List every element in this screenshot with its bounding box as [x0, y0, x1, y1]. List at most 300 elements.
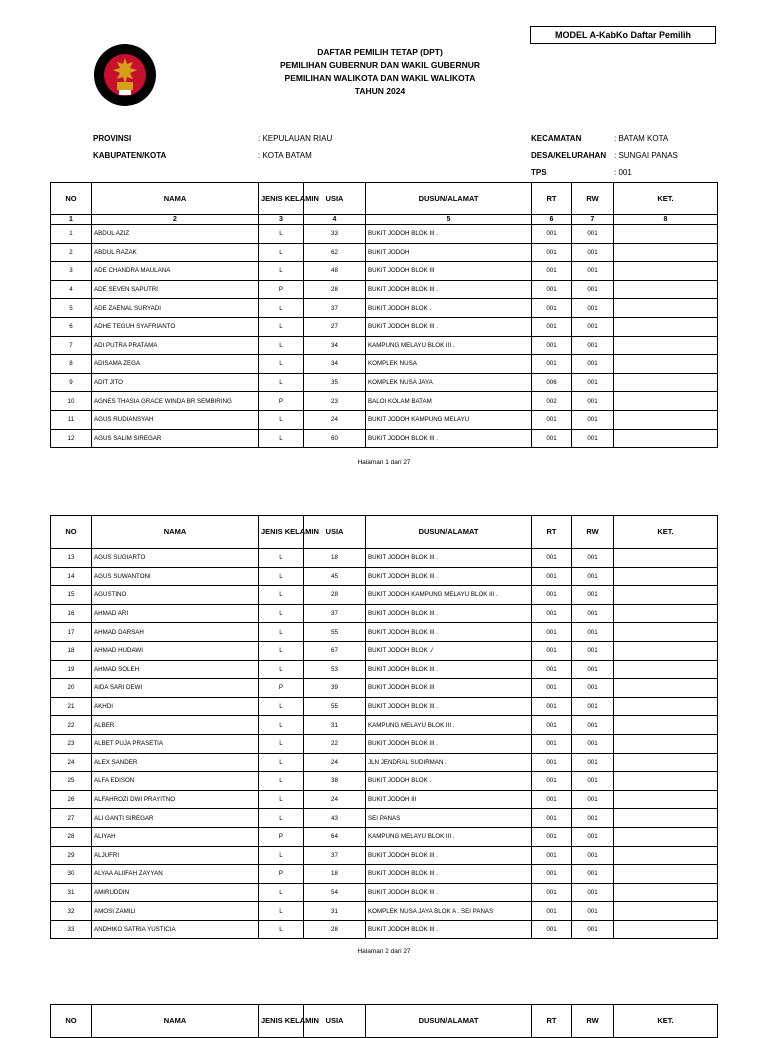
table-row	[51, 902, 718, 921]
cell-nama: AGUSTINO	[92, 586, 259, 605]
cell-rw: 001	[572, 790, 614, 809]
cell-nama: ALJUFRI	[92, 846, 259, 865]
cell-ket	[614, 225, 718, 244]
cell-rw: 001	[572, 262, 614, 281]
cell-nama: AGUS SALIM SIREGAR	[92, 429, 259, 448]
cell-rw: 001	[572, 225, 614, 244]
cell-jenis-kelamin: L	[259, 317, 304, 336]
cell-rt: 001	[532, 753, 572, 772]
cell-jenis-kelamin: L	[259, 753, 304, 772]
cell-no: 23	[51, 734, 92, 753]
cell-ket	[614, 734, 718, 753]
cell-no: 9	[51, 373, 92, 392]
cell-usia: 31	[304, 902, 366, 921]
cell-rt: 001	[532, 790, 572, 809]
cell-alamat: BUKIT JODOH III	[366, 790, 532, 809]
header-rt: RT	[532, 183, 572, 215]
table-row	[51, 225, 718, 244]
cell-alamat: BUKIT JODOH BLOK III .	[366, 623, 532, 642]
cell-jenis-kelamin: L	[259, 660, 304, 679]
cell-jenis-kelamin: L	[259, 355, 304, 374]
cell-ket	[614, 373, 718, 392]
column-number: 1	[51, 215, 92, 225]
cell-rt: 001	[532, 410, 572, 429]
cell-ket	[614, 697, 718, 716]
cell-nama: AKHDI	[92, 697, 259, 716]
cell-nama: ADE SEVEN SAPUTRI	[92, 280, 259, 299]
cell-no: 7	[51, 336, 92, 355]
cell-nama: ABDUL RAZAK	[92, 243, 259, 262]
cell-usia: 31	[304, 716, 366, 735]
cell-nama: ANDHIKO SATRIA YUSTICIA	[92, 920, 259, 939]
header-jenis-kelamin: JENIS KELAMIN	[259, 516, 304, 549]
cell-usia: 34	[304, 355, 366, 374]
column-number: 7	[572, 215, 614, 225]
desa-label: DESA/KELURAHAN	[531, 151, 607, 160]
cell-ket	[614, 883, 718, 902]
cell-no: 13	[51, 549, 92, 568]
cell-rt: 001	[532, 243, 572, 262]
cell-usia: 37	[304, 604, 366, 623]
cell-rw: 001	[572, 827, 614, 846]
kpu-logo-icon	[93, 42, 157, 108]
cell-alamat: BUKIT JODOH BLOK III .	[366, 549, 532, 568]
cell-rw: 001	[572, 846, 614, 865]
cell-nama: ABDUL AZIZ	[92, 225, 259, 244]
cell-jenis-kelamin: L	[259, 373, 304, 392]
cell-no: 29	[51, 846, 92, 865]
cell-ket	[614, 641, 718, 660]
cell-jenis-kelamin: P	[259, 679, 304, 698]
cell-no: 27	[51, 809, 92, 828]
cell-usia: 23	[304, 392, 366, 411]
table-row	[51, 697, 718, 716]
table-row	[51, 280, 718, 299]
cell-jenis-kelamin: L	[259, 902, 304, 921]
table-row	[51, 641, 718, 660]
cell-rt: 001	[532, 660, 572, 679]
cell-ket	[614, 679, 718, 698]
cell-alamat: SEI PANAS	[366, 809, 532, 828]
cell-no: 4	[51, 280, 92, 299]
cell-alamat: BUKIT JODOH BLOK III .	[366, 225, 532, 244]
cell-rt: 006	[532, 373, 572, 392]
page-footer: Halaman 1 dari 27	[357, 459, 411, 466]
cell-usia: 43	[304, 809, 366, 828]
cell-nama: AHMAD DARSAH	[92, 623, 259, 642]
cell-alamat: BUKIT JODOH	[366, 243, 532, 262]
cell-ket	[614, 336, 718, 355]
cell-usia: 34	[304, 336, 366, 355]
header-usia: USIA	[304, 516, 366, 549]
cell-alamat: BUKIT JODOH KAMPUNG MELAYU BLOK III .	[366, 586, 532, 605]
tps-label: TPS	[531, 168, 547, 177]
title-line: DAFTAR PEMILIH TETAP (DPT)	[317, 47, 443, 57]
cell-jenis-kelamin: L	[259, 336, 304, 355]
header-ket: KET.	[614, 1005, 718, 1038]
cell-jenis-kelamin: L	[259, 790, 304, 809]
cell-rw: 001	[572, 355, 614, 374]
cell-no: 1	[51, 225, 92, 244]
cell-rt: 001	[532, 429, 572, 448]
cell-no: 33	[51, 920, 92, 939]
cell-alamat: KAMPUNG MELAYU BLOK III .	[366, 716, 532, 735]
cell-jenis-kelamin: L	[259, 809, 304, 828]
cell-usia: 24	[304, 790, 366, 809]
header-ket: KET.	[614, 516, 718, 549]
cell-rt: 001	[532, 586, 572, 605]
header-alamat: DUSUN/ALAMAT	[366, 1005, 532, 1038]
header-nama: NAMA	[92, 516, 259, 549]
cell-jenis-kelamin: L	[259, 567, 304, 586]
cell-alamat: BUKIT JODOH BLOK III .	[366, 920, 532, 939]
table-row	[51, 586, 718, 605]
header-no: NO	[51, 1005, 92, 1038]
table-row	[51, 299, 718, 318]
table-row	[51, 753, 718, 772]
cell-no: 5	[51, 299, 92, 318]
cell-usia: 48	[304, 262, 366, 281]
cell-rw: 001	[572, 623, 614, 642]
header-rw: RW	[572, 183, 614, 215]
cell-alamat: BUKIT JODOH BLOK .	[366, 299, 532, 318]
cell-jenis-kelamin: L	[259, 883, 304, 902]
table-row	[51, 660, 718, 679]
cell-rt: 001	[532, 883, 572, 902]
cell-ket	[614, 392, 718, 411]
cell-jenis-kelamin: P	[259, 280, 304, 299]
table-row	[51, 790, 718, 809]
table-row	[51, 429, 718, 448]
cell-rt: 001	[532, 225, 572, 244]
cell-rw: 001	[572, 920, 614, 939]
cell-rt: 001	[532, 846, 572, 865]
cell-rt: 001	[532, 549, 572, 568]
title-line: PEMILIHAN GUBERNUR DAN WAKIL GUBERNUR	[279, 60, 481, 70]
cell-usia: 38	[304, 772, 366, 791]
cell-jenis-kelamin: P	[259, 827, 304, 846]
cell-usia: 28	[304, 280, 366, 299]
cell-rt: 001	[532, 355, 572, 374]
header-rw: RW	[572, 1005, 614, 1038]
cell-alamat: BUKIT JODOH BLOK III .	[366, 697, 532, 716]
table-row	[51, 567, 718, 586]
cell-usia: 62	[304, 243, 366, 262]
cell-rw: 001	[572, 429, 614, 448]
cell-alamat: BALOI KOLAM BATAM	[366, 392, 532, 411]
header-usia: USIA	[304, 183, 366, 215]
cell-usia: 28	[304, 586, 366, 605]
table-row	[51, 549, 718, 568]
table-row	[51, 846, 718, 865]
cell-rw: 001	[572, 865, 614, 884]
cell-rt: 001	[532, 920, 572, 939]
cell-jenis-kelamin: P	[259, 392, 304, 411]
cell-alamat: BUKIT JODOH BLOK III .	[366, 567, 532, 586]
cell-nama: ALFAHROZI DWI PRAYITNO	[92, 790, 259, 809]
cell-nama: ALI GANTI SIREGAR	[92, 809, 259, 828]
cell-usia: 45	[304, 567, 366, 586]
column-number: 4	[304, 215, 366, 225]
desa-value: : SUNGAI PANAS	[614, 151, 678, 160]
cell-ket	[614, 317, 718, 336]
header-rw: RW	[572, 516, 614, 549]
cell-ket	[614, 716, 718, 735]
cell-usia: 28	[304, 920, 366, 939]
cell-alamat: BUKIT JODOH BLOK III .	[366, 429, 532, 448]
header-jenis-kelamin: JENIS KELAMIN	[259, 1005, 304, 1038]
cell-usia: 27	[304, 317, 366, 336]
table-row	[51, 865, 718, 884]
cell-ket	[614, 753, 718, 772]
cell-no: 20	[51, 679, 92, 698]
column-number: 3	[259, 215, 304, 225]
cell-alamat: BUKIT JODOH BLOK III .	[366, 604, 532, 623]
table-row	[51, 410, 718, 429]
cell-nama: AHMAD SOLEH	[92, 660, 259, 679]
cell-ket	[614, 567, 718, 586]
cell-alamat: KAMPUNG MELAYU BLOK III .	[366, 827, 532, 846]
cell-usia: 18	[304, 865, 366, 884]
table-row	[51, 317, 718, 336]
cell-ket	[614, 355, 718, 374]
title-line: PEMILIHAN WALIKOTA DAN WAKIL WALIKOTA	[284, 73, 476, 83]
cell-alamat: KOMPLEK NUSA JAYA BLOK A . SEI PANAS	[366, 902, 532, 921]
cell-rw: 001	[572, 604, 614, 623]
title-line: TAHUN 2024	[354, 86, 406, 96]
cell-rt: 001	[532, 902, 572, 921]
cell-rw: 001	[572, 336, 614, 355]
cell-nama: AIDA SARI DEWI	[92, 679, 259, 698]
cell-alamat: JLN JENDRAL SUDIRMAN .	[366, 753, 532, 772]
header-rt: RT	[532, 516, 572, 549]
cell-rw: 001	[572, 567, 614, 586]
cell-jenis-kelamin: L	[259, 772, 304, 791]
table-row	[51, 679, 718, 698]
cell-ket	[614, 827, 718, 846]
kabkota-label: KABUPATEN/KOTA	[93, 151, 167, 160]
cell-ket	[614, 790, 718, 809]
cell-jenis-kelamin: L	[259, 604, 304, 623]
cell-rt: 001	[532, 567, 572, 586]
table-row	[51, 883, 718, 902]
cell-ket	[614, 549, 718, 568]
cell-alamat: BUKIT JODOH BLOK III	[366, 262, 532, 281]
table-row	[51, 262, 718, 281]
cell-usia: 60	[304, 429, 366, 448]
voter-table-page-3	[50, 1004, 718, 1038]
cell-alamat: BUKIT JODOH BLOK III .	[366, 846, 532, 865]
cell-rw: 001	[572, 392, 614, 411]
cell-alamat: BUKIT JODOH BLOK III .	[366, 734, 532, 753]
cell-nama: AHMAD ARI	[92, 604, 259, 623]
header-usia: USIA	[304, 1005, 366, 1038]
cell-no: 26	[51, 790, 92, 809]
cell-nama: ALYAA ALIIFAH ZAYYAN	[92, 865, 259, 884]
cell-alamat: BUKIT JODOH BLOK III	[366, 679, 532, 698]
cell-alamat: KOMPLEK NUSA JAYA	[366, 373, 532, 392]
table-row	[51, 809, 718, 828]
table-row	[51, 243, 718, 262]
cell-no: 32	[51, 902, 92, 921]
table-row	[51, 734, 718, 753]
cell-nama: ALIYAH	[92, 827, 259, 846]
cell-rt: 001	[532, 865, 572, 884]
cell-rt: 001	[532, 809, 572, 828]
cell-nama: AGNES THASIA GRACE WINDA BR SEMBIRING	[92, 392, 259, 411]
cell-alamat: BUKIT JODOH BLOK III .	[366, 865, 532, 884]
cell-usia: 18	[304, 549, 366, 568]
cell-usia: 53	[304, 660, 366, 679]
cell-no: 19	[51, 660, 92, 679]
cell-usia: 22	[304, 734, 366, 753]
cell-jenis-kelamin: L	[259, 920, 304, 939]
cell-rt: 001	[532, 623, 572, 642]
kecamatan-label: KECAMATAN	[531, 134, 582, 143]
table-row	[51, 772, 718, 791]
header-nama: NAMA	[92, 183, 259, 215]
cell-rw: 001	[572, 697, 614, 716]
cell-rw: 001	[572, 549, 614, 568]
cell-usia: 67	[304, 641, 366, 660]
cell-ket	[614, 920, 718, 939]
cell-rw: 001	[572, 809, 614, 828]
cell-jenis-kelamin: L	[259, 641, 304, 660]
cell-rw: 001	[572, 373, 614, 392]
kecamatan-value: : BATAM KOTA	[614, 134, 669, 143]
header-jenis-kelamin: JENIS KELAMIN	[259, 183, 304, 215]
page-footer: Halaman 2 dari 27	[357, 948, 411, 955]
cell-usia: 24	[304, 753, 366, 772]
cell-jenis-kelamin: L	[259, 225, 304, 244]
cell-ket	[614, 299, 718, 318]
cell-alamat: KOMPLEK NUSA	[366, 355, 532, 374]
cell-alamat: BUKIT JODOH BLOK III .	[366, 317, 532, 336]
header-ket: KET.	[614, 183, 718, 215]
header-alamat: DUSUN/ALAMAT	[366, 183, 532, 215]
cell-ket	[614, 623, 718, 642]
cell-no: 11	[51, 410, 92, 429]
cell-rw: 001	[572, 641, 614, 660]
cell-ket	[614, 262, 718, 281]
cell-rw: 001	[572, 243, 614, 262]
cell-rt: 001	[532, 280, 572, 299]
cell-usia: 55	[304, 623, 366, 642]
cell-rt: 002	[532, 392, 572, 411]
header-no: NO	[51, 183, 92, 215]
cell-nama: ADIT JITO	[92, 373, 259, 392]
cell-nama: AGUS SUWANTONI	[92, 567, 259, 586]
cell-rt: 001	[532, 827, 572, 846]
table-row	[51, 373, 718, 392]
cell-rw: 001	[572, 716, 614, 735]
header-nama: NAMA	[92, 1005, 259, 1038]
cell-rw: 001	[572, 679, 614, 698]
cell-jenis-kelamin: L	[259, 623, 304, 642]
cell-jenis-kelamin: L	[259, 697, 304, 716]
cell-nama: AMIRUDDIN	[92, 883, 259, 902]
cell-rw: 001	[572, 586, 614, 605]
cell-nama: ADE CHANDRA MAULANA	[92, 262, 259, 281]
provinsi-label: PROVINSI	[93, 134, 132, 143]
cell-nama: ALBER	[92, 716, 259, 735]
cell-nama: ADI PUTRA PRATAMA	[92, 336, 259, 355]
cell-usia: 39	[304, 679, 366, 698]
cell-nama: ADHE TEGUH SYAFRIANTO	[92, 317, 259, 336]
cell-alamat: BUKIT JODOH BLOK III .	[366, 883, 532, 902]
cell-no: 17	[51, 623, 92, 642]
cell-ket	[614, 772, 718, 791]
kabkota-value: : KOTA BATAM	[258, 151, 312, 160]
cell-rw: 001	[572, 660, 614, 679]
cell-jenis-kelamin: L	[259, 586, 304, 605]
table-row	[51, 920, 718, 939]
cell-alamat: BUKIT JODOH BLOK .	[366, 772, 532, 791]
cell-no: 30	[51, 865, 92, 884]
cell-nama: AGUS SUGIARTO	[92, 549, 259, 568]
cell-ket	[614, 280, 718, 299]
voter-table-page-2	[50, 515, 718, 939]
cell-rt: 001	[532, 641, 572, 660]
cell-nama: AMOSI ZAMILI	[92, 902, 259, 921]
cell-no: 8	[51, 355, 92, 374]
cell-no: 31	[51, 883, 92, 902]
cell-rt: 001	[532, 679, 572, 698]
provinsi-value: : KEPULAUAN RIAU	[258, 134, 333, 143]
cell-ket	[614, 429, 718, 448]
column-number: 2	[92, 215, 259, 225]
document-titles	[230, 46, 530, 98]
cell-no: 14	[51, 567, 92, 586]
cell-ket	[614, 846, 718, 865]
cell-rt: 001	[532, 697, 572, 716]
table-row	[51, 392, 718, 411]
voter-table-page-1	[50, 182, 718, 448]
cell-nama: ALFA EDISON	[92, 772, 259, 791]
tps-value: : 001	[614, 168, 632, 177]
cell-no: 18	[51, 641, 92, 660]
cell-ket	[614, 604, 718, 623]
cell-usia: 37	[304, 846, 366, 865]
cell-no: 12	[51, 429, 92, 448]
cell-jenis-kelamin: L	[259, 299, 304, 318]
cell-usia: 54	[304, 883, 366, 902]
table-row	[51, 827, 718, 846]
cell-usia: 55	[304, 697, 366, 716]
cell-alamat: KAMPUNG MELAYU BLOK III .	[366, 336, 532, 355]
cell-nama: ALBET PUJA PRASETIA	[92, 734, 259, 753]
cell-jenis-kelamin: P	[259, 865, 304, 884]
table-row	[51, 355, 718, 374]
table-row	[51, 623, 718, 642]
table-row	[51, 716, 718, 735]
model-label: MODEL A-KabKo Daftar Pemilih	[530, 26, 716, 44]
cell-jenis-kelamin: L	[259, 243, 304, 262]
cell-ket	[614, 243, 718, 262]
cell-jenis-kelamin: L	[259, 549, 304, 568]
cell-usia: 24	[304, 410, 366, 429]
table-row	[51, 604, 718, 623]
cell-rw: 001	[572, 280, 614, 299]
cell-jenis-kelamin: L	[259, 716, 304, 735]
cell-jenis-kelamin: L	[259, 734, 304, 753]
cell-no: 25	[51, 772, 92, 791]
cell-no: 15	[51, 586, 92, 605]
cell-alamat: BUKIT JODOH BLOK ./	[366, 641, 532, 660]
cell-usia: 37	[304, 299, 366, 318]
cell-ket	[614, 865, 718, 884]
cell-rt: 001	[532, 772, 572, 791]
